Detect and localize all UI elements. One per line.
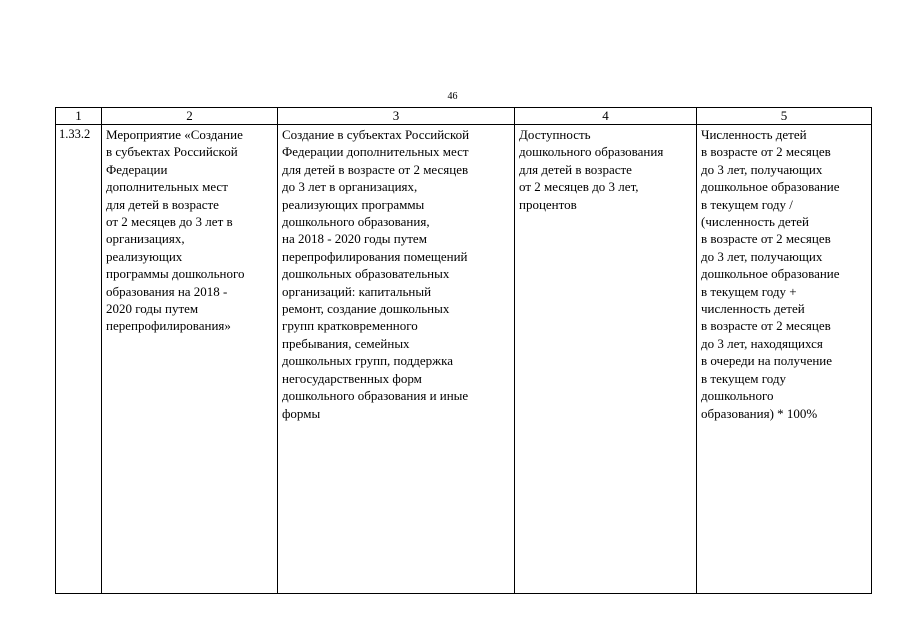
cell-description	[278, 125, 515, 594]
cell-indicator-text: Доступность дошкольного образования для детей в возрасте от 2 месяцев до 3 лет, процентов	[519, 127, 664, 212]
table-row	[56, 125, 872, 594]
cell-number	[56, 125, 102, 594]
cell-indicator	[515, 125, 697, 594]
cell-formula-text: Численность детей в возрасте от 2 месяцев до 3 лет, получающих дошкольное образование в текущем году / (численность детей в возрасте от 2 месяцев до 3 лет, получающих дошкольное образование в текущем году + численность детей в возрасте от 2 месяцев до 3 лет, находящихся в очереди на получение в текущем году дошкольного образования) * 100%	[701, 127, 840, 421]
header-col-4: 4	[515, 108, 697, 125]
header-col-5: 5	[697, 108, 872, 125]
cell-description-text: Создание в субъектах Российской Федерации дополнительных мест для детей в возрасте от 2 месяцев до 3 лет в организациях, реализующих программы дошкольного образования, на 2018 - 2020 годы путем перепрофилирования помещений дошкольных образовательных организаций: капитальный ремонт, создание дошкольных групп кратковременного пребывания, семейных дошкольных групп, поддержка негосударственных форм дошкольного образования и иные формы	[282, 127, 470, 421]
page-number: 46	[447, 91, 458, 102]
cell-event-text: Мероприятие «Создание в субъектах Российской Федерации дополнительных мест для детей в возрасте от 2 месяцев до 3 лет в организациях, реализующих программы дошкольного образования на 2018 - 2020 годы путем перепрофилирования»	[106, 127, 245, 334]
cell-number-text: 1.33.2	[59, 127, 91, 141]
cell-formula	[697, 125, 872, 594]
cell-event	[102, 125, 278, 594]
header-row	[56, 108, 872, 125]
header-col-1: 1	[56, 108, 102, 125]
document-table	[55, 107, 872, 594]
header-col-2: 2	[102, 108, 278, 125]
header-col-3: 3	[278, 108, 515, 125]
